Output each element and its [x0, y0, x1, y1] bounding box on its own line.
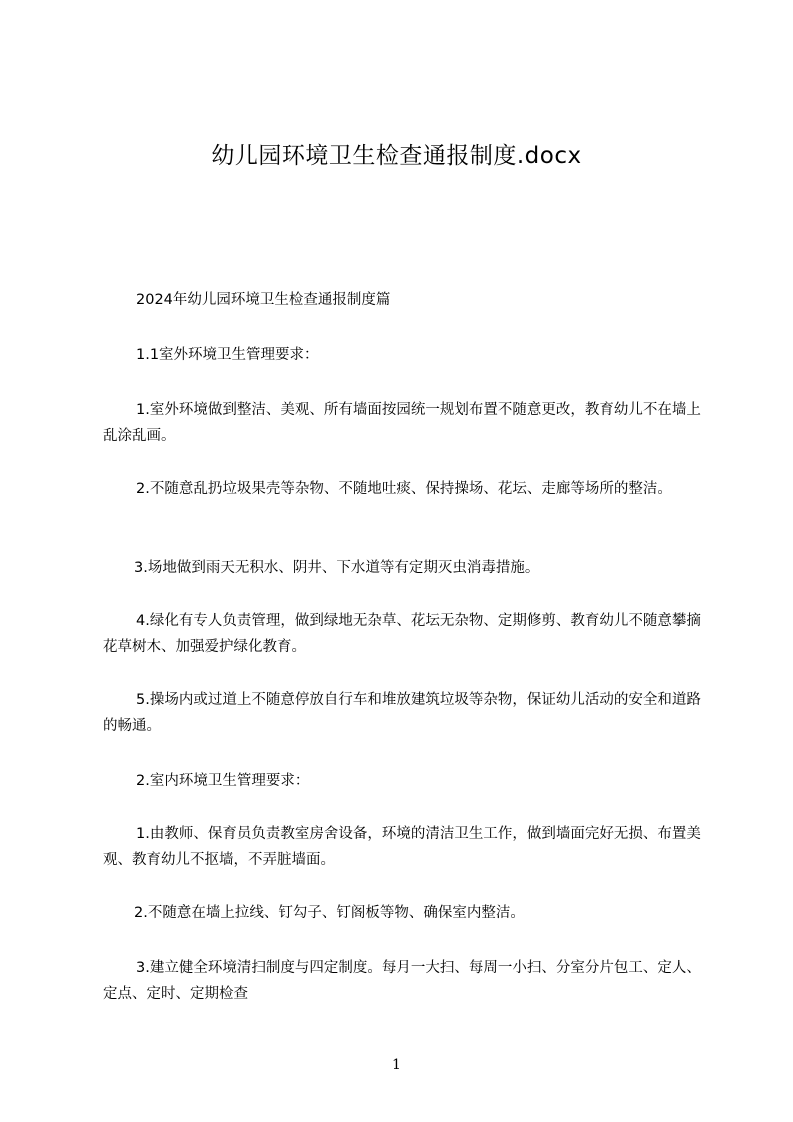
paragraph: 2.不随意乱扔垃圾果壳等杂物、不随地吐痰、保持操场、花坛、走廊等场所的整洁。: [136, 481, 672, 497]
paragraph: 2.不随意在墙上拉线、钉勾子、钉阁板等物、确保室内整洁。: [134, 905, 525, 921]
section-heading: 2024年幼儿园环境卫生检查通报制度篇: [136, 292, 391, 308]
subsection-heading: 1.1室外环境卫生管理要求：: [136, 347, 319, 363]
subsection-heading: 2.室内环境卫生管理要求：: [136, 773, 310, 789]
document-title: 幼儿园环境卫生检查通报制度.docx: [211, 143, 582, 169]
paragraph: 1.室外环境做到整洁、美观、所有墙面按园统一规划布置不随意更改，教育幼儿不在墙上乱涂乱画。: [103, 402, 701, 444]
paragraph: 1.由教师、保育员负责教室房舍设备，环境的清洁卫生工作，做到墙面完好无损、布置美观、教育幼儿不抠墙，不弄脏墙面。: [103, 826, 701, 868]
page-number: 1: [392, 1057, 401, 1073]
paragraph: 3.场地做到雨天无积水、阴井、下水道等有定期灭虫消毒措施。: [134, 560, 540, 576]
paragraph: 4.绿化有专人负责管理，做到绿地无杂草、花坛无杂物、定期修剪、教育幼儿不随意攀摘花草树木、加强爱护绿化教育。: [103, 613, 701, 655]
paragraph: 3.建立健全环境清扫制度与四定制度。每月一大扫、每周一小扫、分室分片包工、定人、定点、定时、定期检查: [103, 960, 701, 1002]
paragraph: 5.操场内或过道上不随意停放自行车和堆放建筑垃圾等杂物，保证幼儿活动的安全和道路的畅通。: [103, 692, 701, 734]
